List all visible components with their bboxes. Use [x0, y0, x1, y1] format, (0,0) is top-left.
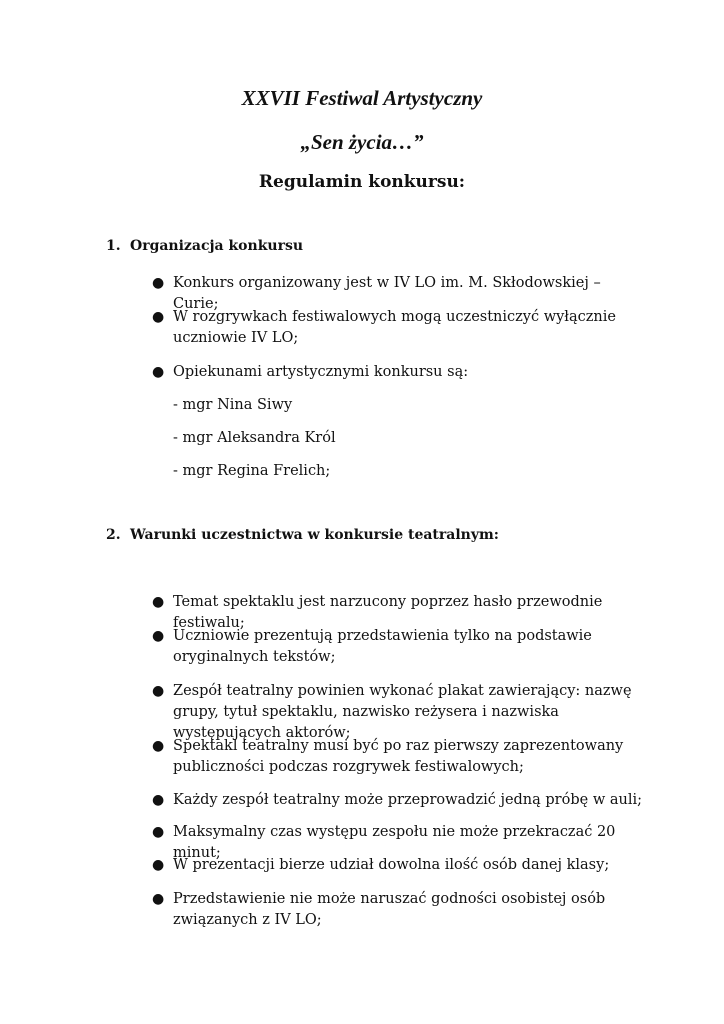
- bullet-icon: ●: [152, 792, 165, 808]
- bullet-icon: ●: [152, 364, 165, 380]
- section-1-number: 1.: [106, 238, 121, 254]
- festival-title: XXVII Festiwal Artystyczny: [241, 86, 483, 110]
- section-1-heading: [106, 238, 303, 254]
- bullet-icon: ●: [152, 628, 165, 644]
- bullet-icon: ●: [152, 683, 165, 699]
- list-item: ● Zespół teatralny powinien wykonać plakat zawierający: nazwę grupy, tytuł spektaklu, nazwisko reżysera i nazwiska występujących aktorów;: [152, 683, 632, 741]
- list-item: ● Opiekunami artystycznymi konkursu są:: [173, 362, 643, 383]
- bullet-icon: ●: [152, 594, 165, 610]
- rules-subtitle: Regulamin konkursu:: [258, 172, 466, 192]
- festival-motto: „Sen życia…”: [300, 130, 424, 154]
- section-2-heading: [106, 527, 499, 543]
- caretaker-item: - mgr Nina Siwy: [173, 397, 293, 413]
- bullet-icon: ●: [152, 891, 165, 907]
- caretaker-item: - mgr Regina Frelich;: [173, 463, 331, 479]
- bullet-icon: ●: [152, 738, 165, 754]
- section-2-number: 2.: [106, 527, 121, 543]
- bullet-icon: ●: [152, 275, 165, 291]
- list-item: ● W rozgrywkach festiwalowych mogą uczestniczyć wyłącznie uczniowie IV LO;: [152, 309, 616, 346]
- list-item: ● Każdy zespół teatralny może przeprowadzić jedną próbę w auli;: [173, 790, 643, 811]
- section-1-title: Organizacja konkursu: [130, 238, 304, 254]
- caretaker-item: - mgr Aleksandra Król: [173, 430, 336, 446]
- list-item: ● Temat spektaklu jest narzucony poprzez hasło przewodnie festiwalu;: [152, 594, 603, 631]
- bullet-icon: ●: [152, 824, 165, 840]
- list-item: ● Uczniowie prezentują przedstawienia tylko na podstawie oryginalnych tekstów;: [152, 628, 592, 665]
- list-item: ● W prezentacji bierze udział dowolna ilość osób danej klasy;: [173, 855, 643, 876]
- list-item: ● Maksymalny czas występu zespołu nie może przekraczać 20 minut;: [152, 824, 616, 861]
- list-item: ● Przedstawienie nie może naruszać godności osobistej osób związanych z IV LO;: [152, 891, 606, 928]
- bullet-icon: ●: [152, 309, 165, 325]
- section-2-title: Warunki uczestnictwa w konkursie teatralnym:: [130, 527, 499, 543]
- bullet-icon: ●: [152, 857, 165, 873]
- list-item: ● Spektakl teatralny musi być po raz pierwszy zaprezentowany publiczności podczas rozgrywek festiwalowych;: [152, 738, 624, 775]
- list-item: ● Konkurs organizowany jest w IV LO im. M. Skłodowskiej – Curie;: [152, 275, 601, 312]
